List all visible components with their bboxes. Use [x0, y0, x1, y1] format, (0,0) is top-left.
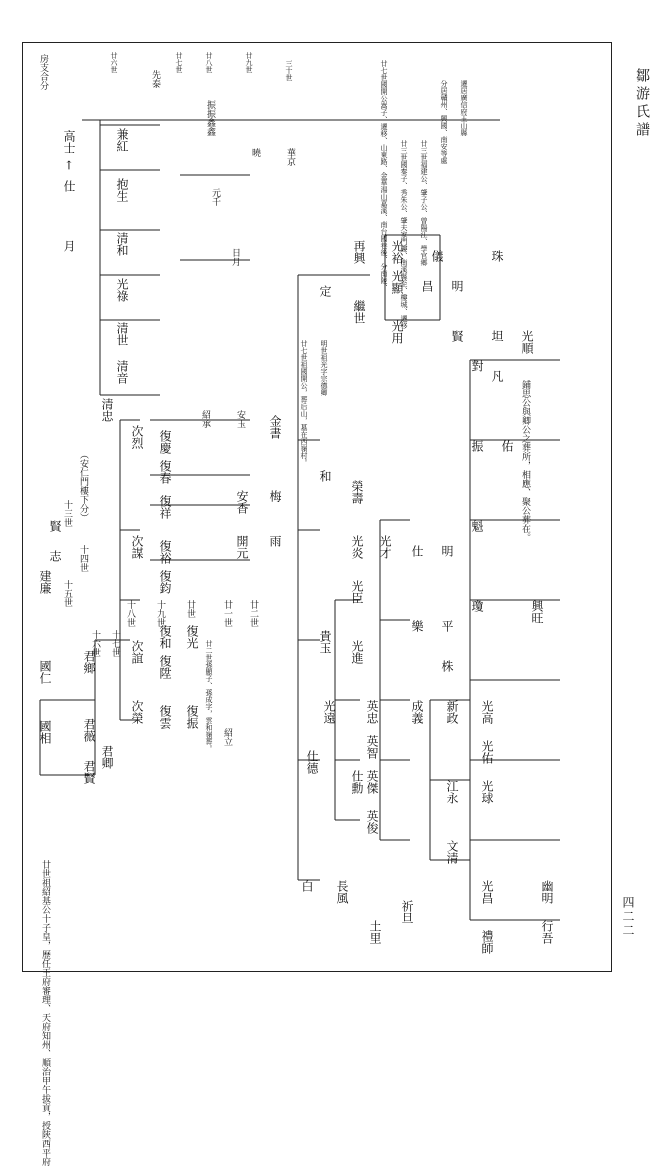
name-shibo: 仕德 — [305, 750, 319, 774]
gen-label-28: 廿八世 — [205, 52, 213, 73]
gen-label-30: 三十世 — [285, 60, 293, 81]
name-zhi: 志 — [48, 550, 62, 562]
name-guangyu: 光裕 — [390, 240, 404, 264]
side-note-6: 遷居廣信府玉山縣 — [460, 80, 468, 136]
name-shixun: 仕勳 — [350, 770, 364, 794]
name-shi: 仕 — [410, 545, 424, 557]
name-guiyu: 貴玉 — [318, 630, 332, 654]
name-cilie: 次烈 — [130, 425, 144, 449]
name-guangyuan: 光遠 — [322, 700, 336, 724]
name-junwei: 君薇 — [82, 718, 96, 742]
name-fusheng: 復陞 — [158, 655, 172, 679]
bottom-note: 廿世祖紹基公十子皇，歷任王府審理、天府知州、順治甲午拔貢，授陝西平府 — [40, 860, 50, 1166]
top-chain-arrow: ← — [62, 160, 76, 171]
top-chain-shi: 仕 — [62, 180, 76, 192]
name-yueming: 日月 — [230, 248, 240, 266]
name-guangyong: 光用 — [390, 320, 404, 344]
running-title: 鄒游氏譜 — [634, 68, 650, 140]
name-yingjie: 英傑 — [365, 770, 379, 794]
name-yuanqian: 元千 — [210, 188, 220, 206]
gen-label-27: 廿七世 — [175, 52, 183, 73]
name-yingjun: 英俊 — [365, 810, 379, 834]
name-jinshu: 金書 — [268, 415, 282, 439]
name-ping: 平 — [440, 620, 454, 632]
gen-label-16: 十六世 — [90, 630, 100, 657]
page-number: 四二二 — [621, 896, 635, 938]
gen-label-22: 廿二世 — [248, 600, 258, 627]
name-guanggao: 光高 — [480, 700, 494, 724]
name-yingzhong: 英忠 — [365, 700, 379, 724]
gen-label-17: 十七世 — [110, 630, 120, 657]
name-qinghong: 兼紅 — [115, 128, 129, 152]
name-guangchang: 光昌 — [480, 880, 494, 904]
name-shaoli: 紹立 — [222, 728, 232, 746]
name-xingwang: 興旺 — [530, 600, 544, 624]
name-guangshun: 光順 — [520, 330, 534, 354]
name-guoren: 國仁 — [38, 660, 52, 684]
name-chenyi: 成義 — [410, 700, 424, 724]
name-cimou: 次謀 — [130, 535, 144, 559]
name-yingzhi: 英智 — [365, 735, 379, 759]
name-dui: 對 — [470, 360, 484, 372]
name-anyu: 安玉 — [235, 410, 245, 428]
name-kui: 魁 — [470, 520, 484, 532]
name-qingyin: 清音 — [115, 360, 129, 384]
name-lishi: 禮師 — [480, 930, 494, 954]
name-wenqing: 文清 — [445, 840, 459, 864]
name-jiangyong: 江永 — [445, 780, 459, 804]
side-note-1: 廿七世祖國開公，葬后山，墓在西嶺村。 — [300, 340, 308, 466]
name-jishi: 繼世 — [352, 300, 366, 324]
name-qingshi: 清世 — [115, 322, 129, 346]
name-guangchen: 光臣 — [350, 580, 364, 604]
name-zaixing: 再興 — [352, 240, 366, 264]
name-xian: 賢 — [48, 520, 62, 532]
name-guoxiang: 國相 — [38, 720, 52, 744]
name-fuchun: 復春 — [158, 460, 172, 484]
name-cirong: 次榮 — [130, 700, 144, 724]
anmen-note: （安仁門樓下分） — [78, 450, 88, 522]
name-fuyu: 復裕 — [158, 540, 172, 564]
name-tuyu: 土里 — [368, 920, 382, 944]
name-yue: 樂 — [410, 620, 424, 632]
note-top-c: 廿三世福建公、肇子公、曾陽江、學官鄉 — [420, 140, 428, 266]
name-qingzhong: 清忠 — [100, 398, 114, 422]
name-ming-r: 明 — [450, 280, 464, 292]
name-ding: 定 — [318, 285, 332, 297]
side-note-5: 分居贛州、興國、南安等處 — [440, 80, 448, 164]
name-fuguang: 復光 — [185, 625, 199, 649]
name-junxian: 君賢 — [82, 760, 96, 784]
name-fuzhen: 復振 — [185, 705, 199, 729]
name-xiao: 曉 — [250, 148, 260, 157]
name-zhu: 株 — [440, 660, 454, 672]
name-kaiyuan: 開元 — [235, 535, 249, 559]
name-shaocheng: 紹承 — [200, 410, 210, 428]
name-guangcai: 光才 — [378, 535, 392, 559]
name-junxiang: 君鄉 — [82, 650, 96, 674]
name-mei: 梅 — [268, 490, 282, 502]
name-xingwu: 行吾 — [540, 920, 554, 944]
name-youming: 幽明 — [540, 880, 554, 904]
name-zhu-r: 珠 — [490, 250, 504, 262]
name-huajing: 華京 — [285, 148, 295, 166]
name-qinghe: 清和 — [115, 232, 129, 256]
side-note-4: 明世祖光字宗德卿 — [320, 340, 328, 396]
note-top-a: 廿七世國開公嵩子、遷移、山東路、金華湯山嘉溪、南台國巷後、分南陵、 — [380, 60, 388, 291]
gen-label-14: 十四世 — [78, 545, 88, 572]
name-fuqing: 復慶 — [158, 430, 172, 454]
name-guangjin: 光進 — [350, 640, 364, 664]
name-anxiang: 安香 — [235, 490, 249, 514]
gen-label-18: 十八世 — [125, 600, 135, 627]
gen-label-26: 廿六世 — [110, 52, 118, 73]
name-fujun: 復鈞 — [158, 570, 172, 594]
name-fuxiang: 復祥 — [158, 495, 172, 519]
name-xian-r: 賢 — [450, 330, 464, 342]
gen-label-29: 廿九世 — [245, 52, 253, 73]
name-guangan: 光祿 — [115, 278, 129, 302]
gen-label-19: 十九世 — [155, 600, 165, 627]
name-guangyan: 光炎 — [350, 535, 364, 559]
side-note-3: 鋪思公與卿公之葬所，相應、聚公葬在。 — [520, 380, 530, 542]
name-zhangfeng: 長風 — [335, 880, 349, 904]
gen-label-15: 十五世 — [62, 580, 72, 607]
name-fuyun: 復雲 — [158, 705, 172, 729]
branch-title: 房支合分 — [38, 54, 48, 90]
top-chain-gaoshi: 高士 — [62, 130, 76, 154]
name-zhenjiu: 振振鑫鑫 — [205, 100, 215, 136]
name-jianlian: 建廉 — [38, 570, 52, 594]
name-chang: 昌 — [420, 280, 434, 292]
name-ming: 明 — [440, 545, 454, 557]
name-guangyou: 光佑 — [480, 740, 494, 764]
name-junqing: 君卿 — [100, 745, 114, 769]
name-fuhe: 復和 — [158, 625, 172, 649]
gen-label-21: 廿一世 — [222, 600, 232, 627]
name-xinzheng: 新政 — [445, 700, 459, 724]
name-yi: 儀 — [430, 250, 444, 262]
name-he: 和 — [318, 470, 332, 482]
name-xiantai: 先泰 — [150, 70, 160, 88]
side-note-2: 廿二世孫顯子、孫成字，雲和嶺葬。 — [205, 640, 213, 752]
top-chain-yue: 月 — [62, 240, 76, 252]
name-qifei: 祈旦 — [400, 900, 414, 924]
name-tan: 坦 — [490, 330, 504, 342]
name-baosheng: 抱生 — [115, 178, 129, 202]
gen-label-13: 十三世 — [62, 500, 72, 527]
note-top-b: 廿三世國秦子、秀朱公、肇夫家門樓、南溪縣至、樓城、遷移 — [400, 140, 408, 329]
name-guangqiu: 光球 — [480, 780, 494, 804]
name-fan: 凡 — [490, 370, 504, 382]
name-bai: 白 — [300, 880, 314, 892]
name-zhen: 振 — [470, 440, 484, 452]
name-rongshou: 榮壽 — [350, 480, 364, 504]
name-ciyi: 次誼 — [130, 640, 144, 664]
name-yu: 雨 — [268, 535, 282, 547]
name-qiong: 瓊 — [470, 600, 484, 612]
name-guangxian: 光顯 — [390, 270, 404, 294]
gen-label-20: 廿世 — [185, 600, 195, 618]
name-you: 佑 — [500, 440, 514, 452]
